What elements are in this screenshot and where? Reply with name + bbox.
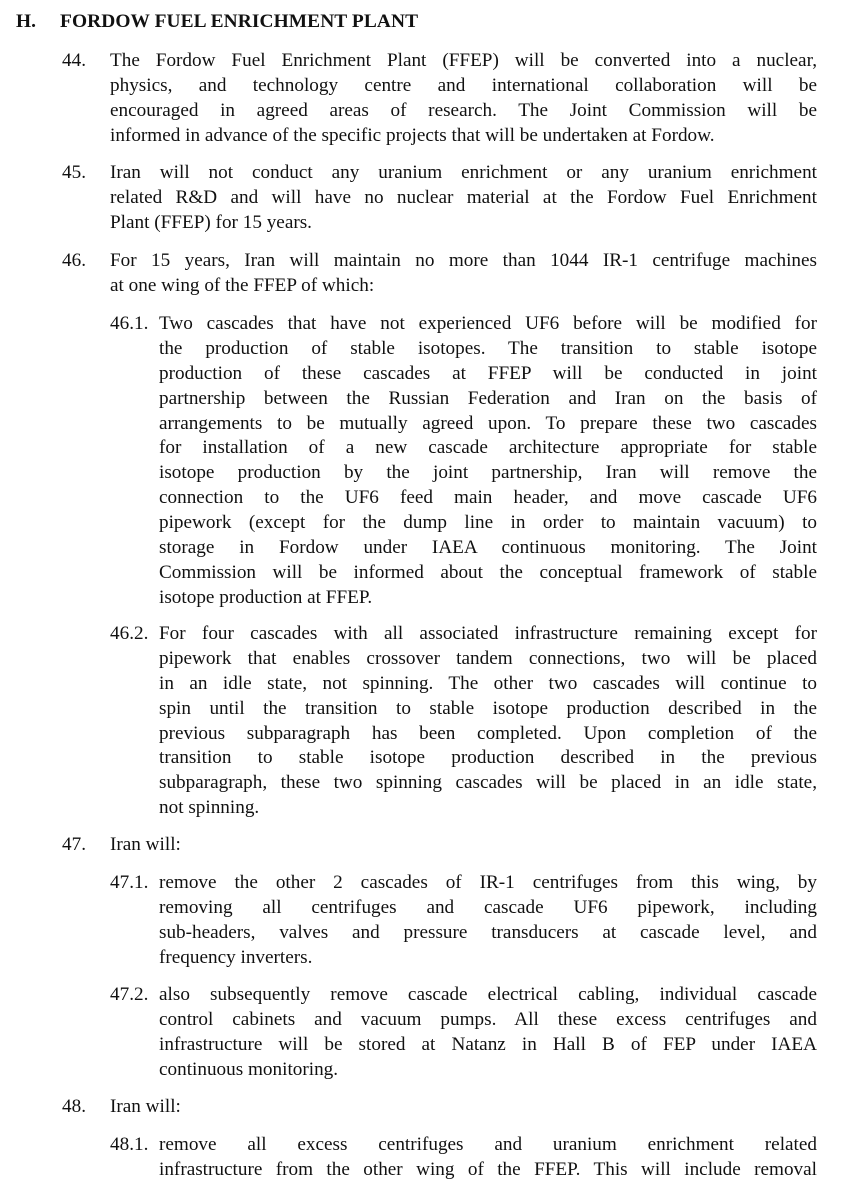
subparagraph-number: 46.2.: [110, 623, 149, 644]
text-line: frequency inverters.: [159, 946, 313, 968]
text-line: infrastructure from the other wing of the FFEP. This will include removal: [159, 1158, 817, 1180]
text-line: the production of stable isotopes. The transition to stable isotope: [159, 337, 817, 359]
paragraph-number: 44.: [62, 50, 86, 71]
text-line: sub-headers, valves and pressure transducers at cascade level, and: [159, 921, 817, 943]
paragraph-48: [62, 1095, 817, 1120]
paragraph-number: 45.: [62, 162, 86, 183]
text-line: arrangements to be mutually agreed upon. To prepare these two cascades: [159, 412, 817, 434]
text-line: Two cascades that have not experienced UF6 before will be modified for: [159, 313, 817, 334]
text-line: physics, and technology centre and international collaboration will be: [110, 74, 817, 96]
paragraph-45: [62, 161, 817, 236]
text-line: encouraged in agreed areas of research. The Joint Commission will be: [110, 99, 817, 121]
paragraph-number: 46.: [62, 250, 86, 271]
text-line: at one wing of the FFEP of which:: [110, 274, 375, 296]
text-line: transition to stable isotope production described in the previous: [159, 747, 817, 769]
text-line: The Fordow Fuel Enrichment Plant (FFEP) will be converted into a nuclear,: [110, 50, 817, 71]
section-letter: H.: [16, 11, 37, 32]
text-line: previous subparagraph has been completed. Upon completion of the: [159, 722, 817, 744]
text-line: removing all centrifuges and cascade UF6 pipework, including: [159, 896, 817, 918]
text-line: control cabinets and vacuum pumps. All these excess centrifuges and: [159, 1008, 817, 1030]
text-line: production of these cascades at FFEP will be conducted in joint: [159, 362, 817, 384]
text-line: related R&D and will have no nuclear material at the Fordow Fuel Enrichment: [110, 186, 817, 208]
text-line: remove all excess centrifuges and uranium enrichment related: [159, 1134, 817, 1155]
text-line: for installation of a new cascade architecture appropriate for stable: [159, 437, 817, 459]
text-line: spin until the transition to stable isotope production described in the: [159, 697, 817, 719]
text-line: not spinning.: [159, 797, 260, 819]
text-line: partnership between the Russian Federation and Iran on the basis of: [159, 387, 817, 409]
text-line: isotope production by the joint partnership, Iran will remove the: [159, 462, 817, 484]
text-line: Iran will:: [110, 834, 181, 855]
subparagraph-number: 47.1.: [110, 872, 149, 893]
paragraph-number: 48.: [62, 1096, 86, 1117]
subparagraph-number: 48.1.: [110, 1134, 149, 1155]
text-line: continuous monitoring.: [159, 1058, 339, 1080]
paragraph-46: [62, 249, 817, 299]
paragraph-47: [62, 833, 817, 858]
text-line: remove the other 2 cascades of IR-1 centrifuges from this wing, by: [159, 872, 817, 893]
text-line: Plant (FFEP) for 15 years.: [110, 211, 312, 233]
subparagraph-46-2: [110, 622, 817, 821]
subparagraph-46-1: [110, 312, 817, 611]
subparagraph-number: 47.2.: [110, 984, 149, 1005]
text-line: storage in Fordow under IAEA continuous monitoring. The Joint: [159, 537, 817, 559]
text-line: pipework (except for the dump line in order to maintain vacuum) to: [159, 512, 817, 534]
text-line: For four cascades with all associated infrastructure remaining except for: [159, 623, 817, 644]
text-line: Iran will:: [110, 1096, 181, 1117]
text-line: infrastructure will be stored at Natanz in Hall B of FEP under IAEA: [159, 1033, 817, 1055]
text-line: Iran will not conduct any uranium enrichment or any uranium enrichment: [110, 162, 817, 183]
text-line: For 15 years, Iran will maintain no more than 1044 IR-1 centrifuge machines: [110, 250, 817, 271]
paragraph-44: [62, 49, 817, 149]
text-line: subparagraph, these two spinning cascades will be placed in an idle state,: [159, 772, 817, 794]
section-heading: [16, 10, 418, 35]
text-line: connection to the UF6 feed main header, and move cascade UF6: [159, 487, 817, 509]
text-line: Commission will be informed about the conceptual framework of stable: [159, 561, 817, 583]
paragraph-number: 47.: [62, 834, 86, 855]
subparagraph-47-2: [110, 983, 817, 1083]
text-line: informed in advance of the specific projects that will be undertaken at Fordow.: [110, 124, 715, 146]
text-line: isotope production at FFEP.: [159, 586, 373, 608]
subparagraph-48-1: [110, 1133, 817, 1183]
subparagraph-47-1: [110, 871, 817, 971]
text-line: in an idle state, not spinning. The other two cascades will continue to: [159, 672, 817, 694]
text-line: pipework that enables crossover tandem connections, two will be placed: [159, 647, 817, 669]
section-title: FORDOW FUEL ENRICHMENT PLANT: [60, 11, 419, 32]
subparagraph-number: 46.1.: [110, 313, 149, 334]
text-line: also subsequently remove cascade electrical cabling, individual cascade: [159, 984, 817, 1005]
